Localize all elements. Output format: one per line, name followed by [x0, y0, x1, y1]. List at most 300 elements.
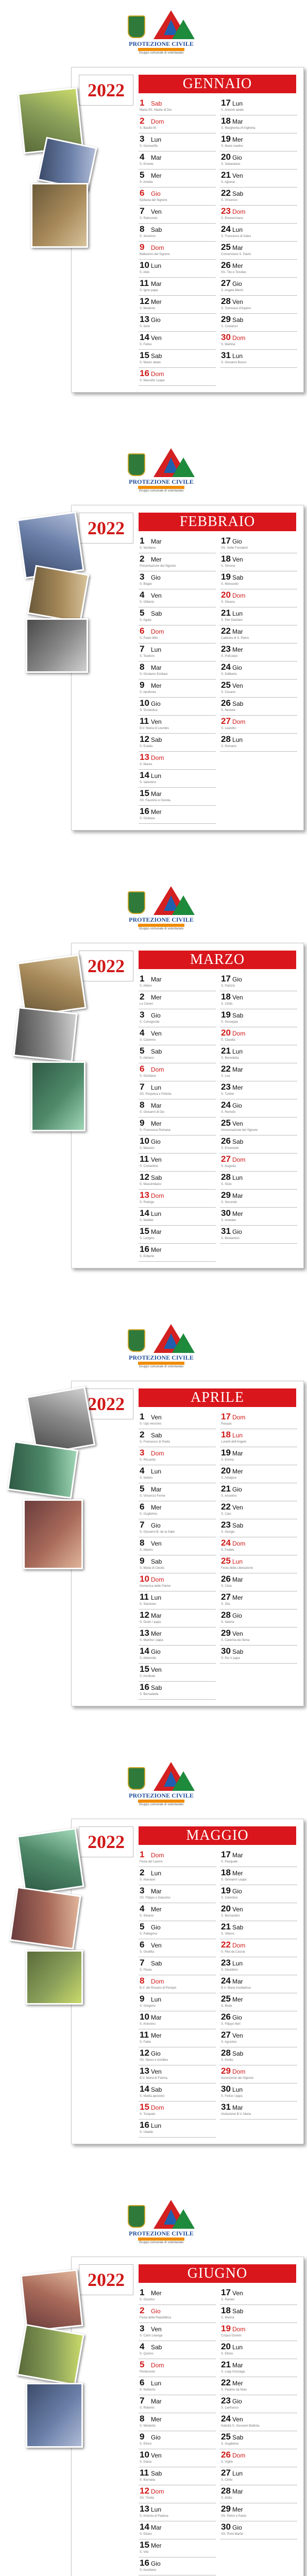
- day-number: 28: [221, 2048, 231, 2058]
- saint-name: S. Abbondio: [140, 1657, 157, 1660]
- days-column: [139, 97, 216, 386]
- day-row: [220, 698, 297, 716]
- weekday: Ven: [151, 1666, 162, 1673]
- day-row: [220, 278, 297, 296]
- photo-image: [22, 2271, 81, 2330]
- day-row: [139, 1501, 216, 1519]
- weekday: Dom: [232, 1414, 246, 1421]
- day-number: 6: [140, 626, 145, 636]
- saint-name: S. Giordano: [140, 1075, 157, 1078]
- saint-name: S. Celestino: [221, 1896, 238, 1900]
- saint-name: S. Emma: [221, 1459, 234, 1462]
- day-row: [220, 1117, 297, 1136]
- weekday: Mer: [232, 262, 243, 269]
- day-number: 27: [221, 2468, 231, 2478]
- day-row: [139, 2521, 216, 2539]
- day-row: [220, 1027, 297, 1045]
- day-row: [220, 1903, 297, 1921]
- day-number: 16: [140, 368, 149, 378]
- day-row: [139, 2449, 216, 2467]
- day-row: [220, 2467, 297, 2485]
- day-row: [220, 1190, 297, 1208]
- weekday: Mar: [151, 1612, 162, 1619]
- saint-name: S. Secondo: [221, 1201, 237, 1204]
- day-number: 25: [221, 1556, 231, 1566]
- weekday: Dom: [151, 2362, 164, 2369]
- org-bar: [138, 1800, 184, 1803]
- saint-name: Festa della Liberazione: [221, 1567, 253, 1570]
- month-title: GENNAIO: [139, 75, 296, 93]
- saint-name: SS. Sette Fondatori: [221, 547, 248, 550]
- weekday: Mer: [232, 1870, 243, 1877]
- saint-name: S. Longino: [140, 1237, 155, 1240]
- day-number: 7: [140, 1958, 145, 1968]
- day-number: 29: [221, 1628, 231, 1638]
- weekday: Dom: [232, 1030, 246, 1037]
- day-number: 24: [221, 1976, 231, 1986]
- weekday: Mar: [151, 1228, 162, 1235]
- weekday: Lun: [151, 2506, 162, 2513]
- day-row: [139, 973, 216, 991]
- saint-name: S. Turibio: [221, 1093, 234, 1096]
- org-bar: [138, 2238, 184, 2241]
- day-number: 2: [140, 1868, 145, 1877]
- day-row: [220, 662, 297, 680]
- saint-name: Ascensione del Signore: [221, 2077, 254, 2080]
- weekday: Ven: [232, 2290, 243, 2297]
- weekday: Mer: [151, 2542, 162, 2549]
- saint-name: S. Vito: [140, 2551, 149, 2554]
- day-row: [220, 170, 297, 188]
- day-number: 18: [221, 1430, 231, 1439]
- day-row: [139, 1172, 216, 1190]
- weekday: Dom: [232, 2452, 246, 2459]
- saint-name: S. Giorgio: [221, 1531, 235, 1534]
- saint-name: Presentazione del Signore: [140, 565, 176, 568]
- calendar-page-giugno: [0, 2190, 307, 2576]
- saint-name: S. Silvano: [140, 1914, 154, 1918]
- saint-name: S. Mauro abate: [140, 361, 161, 364]
- saint-name: S. Ettore: [221, 2352, 233, 2355]
- day-row: [139, 770, 216, 788]
- day-row: [220, 260, 297, 278]
- weekday: Mar: [232, 2488, 243, 2495]
- weekday: Ven: [151, 718, 162, 725]
- weekday: Mer: [232, 136, 243, 143]
- saint-name: Pasqua: [221, 1422, 232, 1426]
- day-number: 8: [140, 1100, 145, 1110]
- weekday: Ven: [151, 1540, 162, 1547]
- day-row: [220, 1975, 297, 1993]
- days-column: [220, 97, 297, 368]
- saint-name: S. Nestore: [221, 709, 236, 712]
- day-row: [220, 224, 297, 242]
- weekday: Ven: [151, 1414, 162, 1421]
- weekday: Sab: [151, 226, 162, 233]
- day-number: 25: [221, 680, 231, 690]
- saint-name: S. Giustino: [140, 2298, 155, 2301]
- day-row: [220, 2323, 297, 2341]
- civil-protection-triangle-icon: [172, 1333, 195, 1353]
- saint-name: S. Costanzo: [221, 325, 238, 328]
- saint-name: Le Ceneri: [140, 1003, 154, 1006]
- weekday: Lun: [151, 1594, 162, 1601]
- day-number: 30: [221, 2084, 231, 2094]
- weekday: Sab: [151, 1960, 162, 1967]
- saint-name: S. Zita: [221, 1603, 230, 1606]
- day-row: [139, 1975, 216, 1993]
- saint-name: S. Rodrigo: [140, 1201, 155, 1204]
- day-row: [139, 1099, 216, 1117]
- day-row: [220, 296, 297, 314]
- weekday: Ven: [232, 682, 243, 689]
- photo-image: [19, 2326, 83, 2384]
- day-number: 21: [221, 1046, 231, 1056]
- photo-image: [32, 184, 87, 246]
- day-row: [220, 332, 297, 350]
- day-row: [139, 1447, 216, 1465]
- day-number: 11: [140, 2030, 149, 2040]
- saint-name: S. Lanfranco: [221, 2406, 239, 2410]
- weekday: Mer: [232, 1996, 243, 2003]
- weekday: Sab: [232, 2434, 244, 2441]
- saint-name: S. Carlo Lwanga: [140, 2334, 163, 2337]
- weekday: Mar: [232, 2104, 243, 2111]
- day-number: 17: [221, 2287, 231, 2297]
- saint-name: S. Patrizio: [221, 985, 235, 988]
- saint-name: S. Ugo vescovo: [140, 1422, 162, 1426]
- saint-name: Domenica delle Palme: [140, 1585, 171, 1588]
- day-number: 20: [221, 590, 231, 600]
- org-bar: [138, 1362, 184, 1365]
- day-number: 15: [140, 1226, 149, 1236]
- weekday: Dom: [232, 2326, 246, 2333]
- weekday: Gio: [151, 1138, 161, 1145]
- day-row: [139, 1646, 216, 1664]
- day-number: 7: [140, 206, 145, 216]
- weekday: Ven: [232, 556, 243, 563]
- day-row: [220, 242, 297, 260]
- day-row: [220, 1172, 297, 1190]
- saint-name: S. Bernadette: [140, 1693, 159, 1696]
- weekday: Dom: [151, 1978, 164, 1985]
- saint-name: S. Emerenziana: [221, 217, 243, 220]
- weekday: Ven: [232, 1630, 243, 1637]
- weekday: Lun: [151, 2122, 162, 2129]
- saint-name: S. Giuseppe: [221, 1021, 238, 1024]
- day-number: 4: [140, 2342, 145, 2351]
- weekday: Mer: [151, 682, 162, 689]
- saint-name: Festa della Repubblica: [140, 2316, 172, 2319]
- weekday: Sab: [151, 352, 162, 360]
- weekday: Gio: [232, 1888, 242, 1895]
- volunteer-photo: [26, 1950, 83, 2005]
- day-number: 17: [221, 974, 231, 984]
- saint-name: S. Caterina da Siena: [221, 1639, 250, 1642]
- day-number: 19: [221, 1010, 231, 1020]
- saint-name: SS. Perpetua e Felicita: [140, 1093, 172, 1096]
- day-number: 2: [140, 992, 145, 1002]
- day-row: [139, 991, 216, 1009]
- saint-name: S. Gregorio: [140, 2005, 156, 2008]
- weekday: Dom: [232, 208, 246, 215]
- day-row: [139, 1136, 216, 1154]
- civil-protection-triangle-icon: [172, 457, 195, 477]
- day-row: [220, 1208, 297, 1226]
- day-row: [139, 607, 216, 625]
- day-row: [139, 2359, 216, 2377]
- weekday: Mer: [232, 1210, 243, 1217]
- day-row: [139, 2341, 216, 2359]
- weekday: Ven: [151, 1030, 162, 1037]
- day-row: [139, 1537, 216, 1555]
- day-number: 13: [140, 1628, 149, 1638]
- saint-name: S. Simone: [221, 565, 235, 568]
- day-number: 19: [221, 2324, 231, 2333]
- day-number: 4: [140, 1904, 145, 1913]
- photo-image: [27, 620, 87, 671]
- day-number: 28: [221, 1610, 231, 1620]
- day-number: 11: [140, 1154, 149, 1164]
- weekday: Ven: [232, 1906, 243, 1913]
- day-number: 10: [140, 2450, 149, 2460]
- weekday: Dom: [151, 1852, 164, 1859]
- saint-name: S. Agnese: [221, 181, 235, 184]
- saint-name: SS. Pietro e Paolo: [221, 2515, 247, 2518]
- day-row: [139, 2065, 216, 2083]
- day-number: 19: [221, 134, 231, 144]
- saint-name: S. Verdiana: [140, 547, 156, 550]
- weekday: Gio: [151, 1012, 161, 1019]
- day-number: 30: [221, 1646, 231, 1656]
- saint-name: Battesimo del Signore: [140, 253, 170, 256]
- saint-name: S. Girolamo Emiliani: [140, 673, 168, 676]
- day-row: [220, 2029, 297, 2047]
- saint-name: S. Roberto: [140, 2406, 155, 2410]
- saint-name: Conversione S. Paolo: [221, 253, 251, 256]
- day-row: [220, 1411, 297, 1429]
- calendar-sheet: [71, 1819, 304, 2144]
- weekday: Dom: [151, 628, 164, 635]
- day-row: [220, 2341, 297, 2359]
- civil-protection-triangle-icon: [172, 895, 195, 915]
- weekday: Gio: [151, 1924, 161, 1931]
- saint-name: S. Fedele: [221, 1549, 234, 1552]
- day-number: 3: [140, 1886, 145, 1895]
- day-row: [139, 2102, 216, 2120]
- day-number: 17: [221, 536, 231, 546]
- weekday: Sab: [232, 190, 244, 197]
- weekday: Mar: [232, 1066, 243, 1073]
- day-number: 11: [140, 2468, 149, 2478]
- org-bar: [138, 48, 184, 51]
- weekday: Lun: [151, 1870, 162, 1877]
- day-row: [220, 571, 297, 589]
- weekday: Sab: [232, 574, 244, 581]
- weekday: Ven: [151, 592, 162, 599]
- civil-protection-triangle-icon: [172, 1771, 195, 1791]
- protezione-civile-logo: [123, 448, 200, 496]
- calendar-sheet: [71, 67, 304, 393]
- day-number: 5: [140, 608, 145, 618]
- day-row: [139, 206, 216, 224]
- weekday: Mar: [232, 118, 243, 125]
- day-row: [220, 2521, 297, 2539]
- volunteer-photo: [9, 1887, 81, 1950]
- day-row: [139, 553, 216, 571]
- weekday: Mar: [151, 1486, 162, 1493]
- municipal-crest-icon: [128, 1767, 145, 1790]
- weekday: Mer: [151, 2416, 162, 2423]
- weekday: Mer: [151, 1120, 162, 1127]
- day-number: 16: [140, 2120, 149, 2130]
- protezione-civile-logo: [123, 1762, 200, 1809]
- day-row: [139, 2011, 216, 2029]
- day-row: [139, 314, 216, 332]
- day-number: 14: [140, 2084, 149, 2094]
- weekday: Mar: [232, 628, 243, 635]
- weekday: Mar: [232, 1978, 243, 1985]
- day-row: [220, 589, 297, 607]
- saint-name: S. Eulalia: [140, 745, 153, 748]
- day-number: 28: [221, 2486, 231, 2496]
- day-number: 25: [221, 1118, 231, 1128]
- weekday: Ven: [151, 1942, 162, 1949]
- day-row: [220, 151, 297, 170]
- day-row: [139, 224, 216, 242]
- day-row: [139, 1027, 216, 1045]
- saint-name: Annunciazione del Signore: [221, 1129, 258, 1132]
- day-number: 4: [140, 590, 145, 600]
- day-row: [220, 2047, 297, 2065]
- day-row: [139, 1903, 216, 1921]
- day-number: 31: [221, 1226, 231, 1236]
- day-number: 23: [221, 206, 231, 216]
- day-row: [220, 1226, 297, 1244]
- day-row: [139, 1465, 216, 1483]
- day-number: 24: [221, 2414, 231, 2424]
- org-subtitle: Gruppo comunale di volontariato: [139, 489, 184, 493]
- day-number: 14: [140, 2522, 149, 2532]
- day-number: 4: [140, 152, 145, 162]
- day-row: [139, 1555, 216, 1573]
- day-row: [139, 1939, 216, 1957]
- weekday: Ven: [151, 2068, 162, 2075]
- weekday: Gio: [232, 538, 242, 545]
- saint-name: S. Riccardo: [140, 1459, 156, 1462]
- saint-name: Natività S. Giovanni Battista: [221, 2425, 260, 2428]
- days-column: [139, 1849, 216, 2138]
- saint-name: S. Agostino: [221, 2041, 237, 2044]
- day-row: [139, 1154, 216, 1172]
- volunteer-photo: [7, 1441, 78, 1499]
- day-number: 21: [221, 1922, 231, 1931]
- day-row: [139, 2467, 216, 2485]
- day-row: [220, 607, 297, 625]
- saint-name: S. Vigilio: [221, 2461, 233, 2464]
- weekday: Dom: [151, 754, 164, 761]
- weekday: Gio: [232, 1486, 242, 1493]
- saint-name: S. Massimiliano: [140, 1183, 162, 1186]
- saint-name: S. Beniamino: [221, 1237, 240, 1240]
- day-row: [220, 2395, 297, 2413]
- weekday: Mar: [151, 790, 162, 798]
- day-number: 18: [221, 116, 231, 126]
- day-number: 3: [140, 1448, 145, 1458]
- weekday: Gio: [232, 2524, 242, 2531]
- weekday: Lun: [232, 1048, 243, 1055]
- saint-name: S. Scolastica: [140, 709, 158, 712]
- saint-name: Festa del Lavoro: [140, 1860, 163, 1863]
- saint-name: S. Stanislao: [140, 1603, 157, 1606]
- weekday: Dom: [151, 244, 164, 251]
- volunteer-photo: [21, 2269, 83, 2332]
- day-number: 26: [221, 1136, 231, 1146]
- weekday: Gio: [151, 2560, 161, 2567]
- weekday: Gio: [232, 976, 242, 983]
- weekday: Sab: [232, 1924, 244, 1931]
- day-row: [220, 1063, 297, 1081]
- saint-name: S. Giovanni Bosco: [221, 361, 247, 364]
- org-bar: [138, 486, 184, 489]
- day-number: 5: [140, 1484, 145, 1494]
- day-row: [139, 1519, 216, 1537]
- day-number: 4: [140, 1466, 145, 1476]
- weekday: Sab: [151, 610, 162, 617]
- day-row: [220, 2431, 297, 2449]
- weekday: Lun: [151, 1210, 162, 1217]
- day-row: [220, 625, 297, 643]
- municipal-crest-icon: [128, 15, 145, 38]
- day-number: 9: [140, 1994, 145, 2004]
- day-number: 12: [140, 296, 149, 306]
- day-number: 13: [140, 1190, 149, 1200]
- day-row: [220, 2287, 297, 2305]
- saint-name: B.V. Maria di Lourdes: [140, 727, 169, 730]
- day-row: [220, 973, 297, 991]
- photo-image: [39, 139, 96, 189]
- saint-name: S. Benedetta: [221, 1057, 239, 1060]
- day-number: 29: [221, 2504, 231, 2514]
- saint-name: S. Francesca Romana: [140, 1129, 170, 1132]
- day-number: 7: [140, 1082, 145, 1092]
- weekday: Dom: [232, 1540, 246, 1547]
- day-row: [139, 2305, 216, 2323]
- saint-name: S. Costantino: [140, 1165, 159, 1168]
- day-row: [220, 1555, 297, 1573]
- day-number: 18: [221, 554, 231, 564]
- saint-name: S. Marina: [221, 2316, 234, 2319]
- saint-name: S. Mansueto: [221, 583, 238, 586]
- weekday: Lun: [232, 352, 243, 360]
- weekday: Lun: [232, 1432, 243, 1439]
- day-number: 16: [140, 806, 149, 816]
- day-row: [139, 1009, 216, 1027]
- day-row: [139, 535, 216, 553]
- day-number: 19: [221, 572, 231, 582]
- weekday: Ven: [151, 2326, 162, 2333]
- day-row: [139, 716, 216, 734]
- photo-image: [11, 1888, 80, 1948]
- saint-name: S. Quirino: [140, 2352, 154, 2355]
- day-row: [220, 1465, 297, 1483]
- day-number: 28: [221, 734, 231, 744]
- day-row: [220, 1609, 297, 1628]
- org-name: PROTEZIONE CIVILE: [129, 1354, 194, 1361]
- day-row: [139, 1867, 216, 1885]
- saint-name: S. Angela Merici: [221, 289, 244, 292]
- day-number: 27: [221, 1154, 231, 1164]
